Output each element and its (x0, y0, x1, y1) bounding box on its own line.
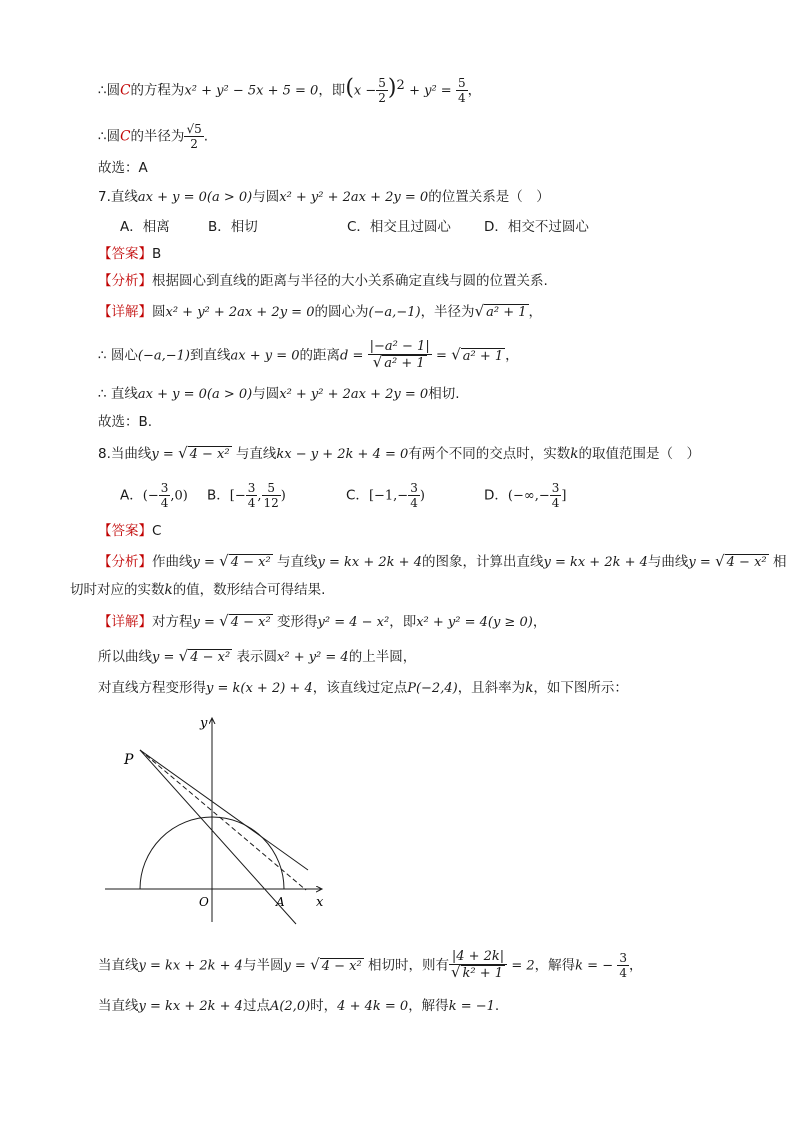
radius-line (98, 122, 208, 151)
radicand: 4 − x² (190, 650, 231, 665)
semicircle-figure (100, 712, 340, 927)
eq: 4 + 4k = 0 (337, 999, 409, 1014)
q7-answer (98, 244, 161, 264)
label-p: P (124, 752, 134, 768)
q8-detail-3 (98, 678, 628, 699)
text: ，即 (318, 82, 346, 99)
text: ∴ 直线 (98, 386, 138, 402)
radius-expr: a² + 1 (462, 348, 504, 364)
den: 4 (457, 91, 466, 105)
q8-stem (98, 443, 700, 465)
text: 的取值范围是（ ） (578, 446, 700, 462)
label: B． (207, 487, 230, 504)
num: 5 (378, 76, 386, 90)
text: 变形得 (277, 614, 318, 630)
text: 相切时，则有 (367, 957, 449, 974)
expr: x − (353, 83, 377, 99)
den: 2 (378, 91, 386, 105)
text: (−∞,− (507, 488, 550, 504)
sqrt-sign: √ (178, 444, 188, 462)
den: 12 (263, 496, 279, 510)
curve-lhs: y = (688, 555, 711, 570)
text: 切时对应的实数 (70, 582, 165, 598)
q7-stem (98, 187, 550, 208)
line-eq: y = kx + 2k + 4 (317, 555, 422, 570)
q7-analysis (98, 271, 548, 291)
text: 与直线 (277, 554, 318, 570)
text: [− (229, 488, 246, 504)
text: ，如下图所示： (533, 680, 628, 696)
curve-lhs: y = (192, 555, 215, 570)
text: 与直线 (235, 446, 277, 462)
num: 3 (410, 481, 418, 495)
text: 表示圆 (236, 649, 278, 665)
text: 有两个不同的交点时，实数 (408, 446, 571, 462)
label-y: y (200, 716, 208, 731)
var-c: C (120, 128, 131, 145)
text: ] (561, 488, 567, 504)
eq: x² + y² = 4 (277, 650, 349, 665)
text: ) (419, 488, 425, 504)
q8-detail-1 (98, 611, 546, 633)
var-k: k (570, 446, 579, 462)
text: 相 (772, 554, 787, 570)
num: 5 (262, 481, 281, 496)
radicand: 4 − x² (230, 615, 271, 630)
den: 4 (160, 496, 169, 510)
num: 3 (619, 951, 628, 965)
radicand: 4 − x² (230, 555, 271, 570)
den: 4 (247, 496, 256, 510)
paren-close: ) (387, 75, 397, 101)
num: 3 (160, 481, 169, 495)
text: [−1,− (368, 488, 409, 504)
q8-option-c (346, 481, 425, 510)
den-expr: a² + 1 (384, 356, 425, 371)
eq: y² = 4 − x² (317, 615, 390, 630)
curve-lhs: y = (283, 958, 306, 974)
text: . (494, 998, 500, 1014)
text: 与圆 (252, 386, 280, 402)
k-value: k = −1 (448, 999, 495, 1014)
q8-option-b (207, 481, 286, 510)
num: 3 (247, 481, 256, 495)
sqrt-sign: √ (451, 345, 461, 364)
text: ，该直线过定点 (312, 680, 408, 696)
d-label: d = (340, 348, 364, 364)
conclusion-equation-line (98, 76, 481, 105)
analysis-tag: 【分析】 (98, 554, 152, 570)
text: ，解得 (408, 998, 449, 1014)
q8-analysis-2 (70, 580, 325, 600)
paren-open: ( (345, 75, 354, 101)
q8-point-a-case (98, 996, 499, 1017)
text: ， (505, 347, 519, 364)
text: (− (142, 488, 159, 504)
q8-analysis-1 (98, 551, 786, 573)
line-through-a (140, 750, 296, 924)
var-k: k (525, 680, 534, 696)
q8-option-d (484, 481, 566, 510)
q8-detail-2 (98, 646, 416, 668)
label: A． (120, 487, 143, 504)
text: 的上半圆， (348, 649, 417, 665)
line-eq: y = kx + 2k + 4 (543, 555, 648, 570)
fraction-sqrt5-2 (184, 122, 203, 151)
text: ， (467, 82, 482, 99)
select-answer-a: 故选：A (98, 160, 148, 176)
answer-value: B (152, 246, 162, 262)
line-eq: ax + y = 0 (230, 348, 300, 364)
frac (262, 481, 281, 510)
text: 7.直线 (98, 189, 138, 205)
text: 的值，数形结合可得结果. (172, 582, 326, 598)
detail-tag: 【详解】 (98, 304, 152, 320)
sqrt-sign: √ (219, 612, 229, 630)
text: 当直线 (98, 957, 139, 974)
text: 的图象，计算出直线 (421, 554, 544, 570)
radius-expr: a² + 1 (486, 305, 527, 320)
text: 作曲线 (152, 554, 193, 570)
den: 4 (410, 496, 418, 510)
text: ， (629, 957, 643, 974)
analysis-text: 根据圆心到直线的距离与半径的大小关系确定直线与圆的位置关系. (152, 273, 548, 289)
curve-lhs: y = (152, 650, 175, 665)
frac (408, 481, 420, 510)
text: 的方程为 (130, 82, 185, 99)
num: |−a² − 1| (369, 339, 430, 354)
sup-2: 2 (396, 78, 405, 93)
circle-eq: x² + y² + 2ax + 2y = 0 (165, 305, 315, 320)
eq: = 2 (511, 958, 535, 974)
eq-sign: = (436, 348, 447, 364)
den-expr: k² + 1 (462, 966, 504, 981)
num: 5 (457, 76, 466, 90)
q7-option-b: B．相切 (208, 219, 258, 235)
tangent-line (140, 750, 308, 870)
answer-tag: 【答案】 (98, 246, 152, 262)
var-c: C (120, 82, 131, 99)
text: 与曲线 (647, 554, 689, 570)
text: ，解得 (534, 957, 576, 974)
q7-distance (98, 340, 519, 371)
text: 对直线方程变形得 (98, 680, 206, 696)
label-o: O (199, 895, 209, 909)
text: 的位置关系是（ ） (428, 189, 550, 205)
line-eq: kx − y + 2k + 4 = 0 (276, 447, 409, 462)
sqrt-sign: √ (310, 955, 320, 974)
text: ) (280, 488, 286, 504)
den (368, 355, 432, 371)
radicand: 4 − x² (321, 958, 362, 974)
text: 所以曲线 (98, 649, 152, 665)
tangent-fraction (449, 950, 507, 981)
radicand: 4 − x² (726, 555, 767, 570)
q7-option-c: C．相交且过圆心 (347, 219, 451, 235)
q8-tangent-case (98, 950, 643, 981)
text: 圆 (152, 304, 166, 320)
eq: x² + y² = 4(y ≥ 0) (416, 615, 533, 630)
sqrt-sign: √ (474, 302, 485, 320)
text: 相切. (428, 386, 460, 402)
analysis-tag: 【分析】 (98, 273, 152, 289)
sqrt-sign: √ (372, 353, 383, 371)
text: 过点 (242, 998, 270, 1014)
text: ,0) (170, 488, 188, 504)
curve-lhs: y = (192, 615, 215, 630)
answer-value: C (152, 523, 162, 539)
var-k: k (164, 582, 173, 598)
frac (246, 481, 258, 510)
text: 时， (310, 998, 338, 1014)
q8-option-a (120, 481, 188, 510)
label-x: x (316, 895, 324, 910)
text: 的圆心为 (314, 304, 369, 320)
answer-tag: 【答案】 (98, 523, 152, 539)
circle-eq: x² + y² + 2ax + 2y = 0 (279, 387, 429, 402)
q7-select: 故选：B. (98, 414, 153, 430)
frac (159, 481, 171, 510)
den: 4 (619, 966, 628, 980)
sqrt-sign: √ (715, 552, 725, 570)
sqrt-sign: √ (450, 963, 461, 981)
line-eq: ax + y = 0(a > 0) (137, 190, 253, 205)
num: √5 (186, 122, 202, 136)
text: ∴ 圆心 (98, 347, 138, 364)
text: , (257, 488, 262, 504)
center: (−a,−1) (137, 348, 190, 364)
text: 到直线 (189, 347, 231, 364)
text: ，即 (389, 614, 417, 630)
text: ，半径为 (420, 304, 475, 320)
fraction-5-4 (456, 76, 468, 105)
den: 4 (551, 496, 560, 510)
circle-eq: x² + y² + 2ax + 2y = 0 (279, 190, 429, 205)
circle-equation: x² + y² − 5x + 5 = 0 (184, 83, 319, 99)
fraction-5-2 (376, 76, 388, 105)
distance-fraction (368, 340, 432, 371)
point-p: P(−2,4) (407, 681, 458, 696)
q8-answer (98, 521, 161, 541)
frac (550, 481, 562, 510)
q7-detail (98, 301, 542, 323)
num: 3 (551, 481, 560, 495)
num: |4 + 2k| (449, 950, 507, 965)
curve-lhs: y = (151, 447, 174, 462)
center: (−a,−1) (368, 305, 421, 320)
expr: + y² = (409, 83, 452, 99)
dashed-line (140, 750, 306, 890)
line-eq: ax + y = 0(a > 0) (137, 387, 253, 402)
text: 的距离 (299, 347, 340, 364)
therefore-text: ∴圆 (98, 128, 121, 145)
den: 2 (190, 137, 198, 151)
text: ， (532, 614, 547, 630)
den (449, 965, 507, 981)
text: 与圆 (252, 189, 280, 205)
text: . (203, 128, 209, 145)
point-a: A(2,0) (269, 999, 311, 1014)
sqrt-sign: √ (219, 552, 229, 570)
frac-3-4 (617, 951, 629, 980)
detail-tag: 【详解】 (98, 614, 152, 630)
label: C． (346, 487, 369, 504)
radicand: 4 − x² (189, 447, 230, 462)
q7-conclusion (98, 384, 460, 405)
line-eq: y = kx + 2k + 4 (138, 958, 243, 974)
label: D． (484, 487, 508, 504)
text: 与半圆 (242, 957, 284, 974)
q7-option-d: D．相交不过圆心 (484, 219, 589, 235)
text: ， (528, 304, 543, 320)
text: 当直线 (98, 998, 139, 1014)
label-a: A (276, 895, 285, 909)
line-eq: y = kx + 2k + 4 (138, 999, 243, 1014)
text: 的半径为 (130, 128, 185, 145)
text: ，且斜率为 (457, 680, 526, 696)
eq: y = k(x + 2) + 4 (206, 681, 313, 696)
k-value: k = − (575, 958, 614, 974)
text: 8.当曲线 (98, 446, 152, 462)
q7-option-a: A．相离 (120, 219, 170, 235)
therefore-text: ∴圆 (98, 82, 121, 99)
sqrt-sign: √ (178, 647, 189, 665)
text: 对方程 (152, 614, 193, 630)
